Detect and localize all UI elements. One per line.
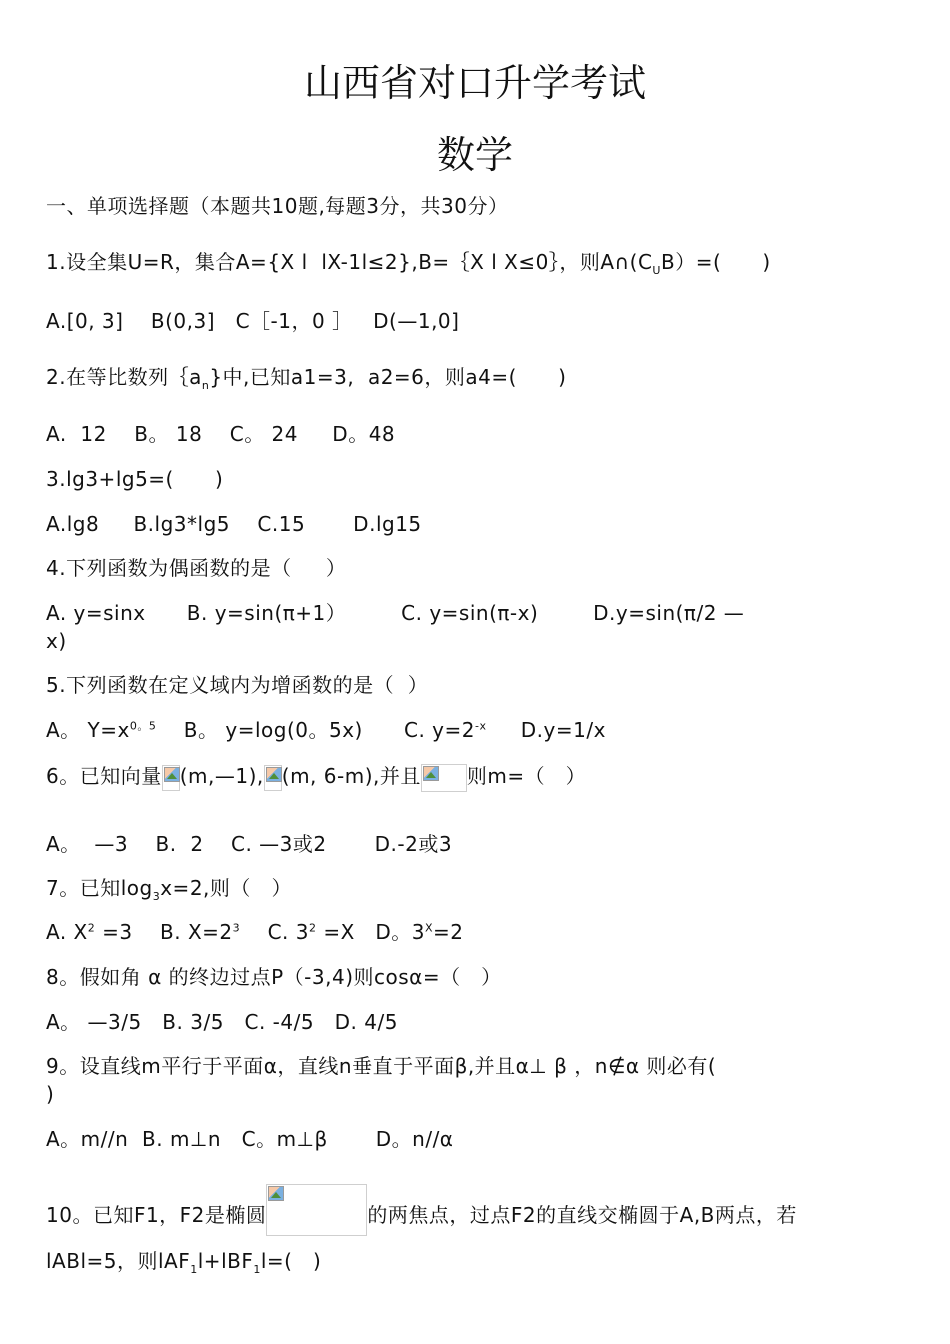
question-7-options: A. $X^2 =3$ B. $X=2^3$ C. $3^2 =X$ D。$3^X=2$ [46,920,464,944]
question-3-options: A.lg8 B.lg3*lg5 C.15 D.lg15 [46,512,422,536]
question-2: 2.在等比数列$\{a_n$}中,已知a1=3, a2=6，则a4=( ) [46,365,567,392]
question-5: 5.下列函数在定义域内为增函数的是（ ） [46,673,429,697]
question-6-options: A。 —3 B. 2 C. —3或2 D.-2或3 [46,832,453,856]
question-8-options: A。 —3/5 B. 3/5 C. -4/5 D. 4/5 [46,1010,398,1034]
question-4: 4.下列函数为偶函数的是（ ） [46,556,347,580]
section-heading: 一、单项选择题（本题共10题,每题3分，共30分） [46,194,509,218]
subject-title: 数学 [436,133,513,177]
question-8: 8。假如角 α 的终边过点P（-3,4)则cosα=（ ） [46,965,502,989]
question-3: 3.lg3+lg5=( ) [46,467,224,491]
exam-title: 山西省对口升学考试 [303,61,646,105]
question-9-wrap: ) [46,1082,55,1106]
vector-b-image-icon [264,765,282,791]
question-4-options-wrap: x) [46,629,67,653]
question-5-options: A。 $Y=x^{0。5}$ B。 y=log(0。5x) C. $y=2^{-x}$ D.y=1/x [46,718,606,742]
ellipse-equation-image-icon [266,1184,367,1236]
question-4-options: A. y=sinx B. y=sin(π+1） C. y=sin(π-x) D.y=sin(π/2 — [46,601,745,625]
question-1-options: A.[0, 3] B(0,3] C［-1，0 ］ D(—1,0] [46,309,460,333]
question-7: 7。已知$\log_3x=2$,则（ ） [46,876,292,903]
condition-image-icon [421,764,467,792]
question-10-continued: lABl=5，则lAF$_1$l+lBF$_1$l=( ) [46,1249,322,1276]
vector-a-image-icon [162,765,180,791]
question-9-options: A。m//n B. m⊥n C。m⊥β D。n//α [46,1127,454,1151]
question-9: 9。设直线m平行于平面α，直线n垂直于平面β,并且α⊥ β ，n∉α 则必有( [46,1054,717,1078]
question-2-options: A. 12 B。 18 C。 24 D。48 [46,422,396,446]
question-10: 10。已知F1，F2是椭圆 的两焦点，过点F2的直线交椭圆于A,B两点，若 [46,1184,797,1236]
question-1: 1.设全集U=R，集合A={X l lX-1l≤2},B=｛X l X≤0｝，则$A\cap(C_UB)=$( ) [46,250,771,277]
question-6: 6。已知向量 (m,—1), (m, 6-m),并且 则m=（ ） [46,762,586,792]
